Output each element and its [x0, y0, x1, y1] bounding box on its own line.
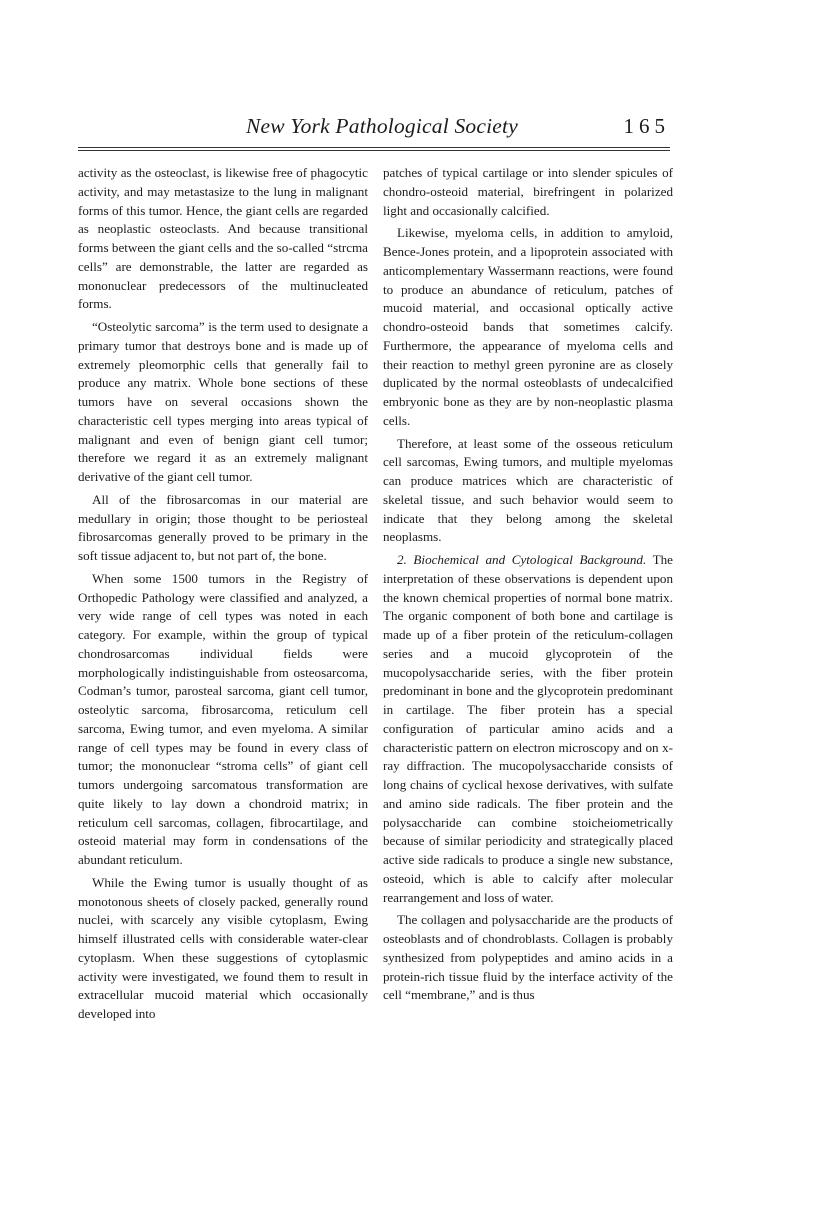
paragraph: The collagen and polysaccharide are the products of osteoblasts and of chondroblasts. Collagen is probably synthesized from polypeptides and amino acids in a protein-rich tissue fluid by the interface activity of the cell “membrane,” and is thus	[383, 912, 673, 1003]
paragraph: Therefore, at least some of the osseous reticulum cell sarcomas, Ewing tumors, and multiple myelomas can produce matrices which are characteristic of skeletal tissue, and such behavior would seem to indicate that they belong among the skeletal neoplasms.	[383, 435, 673, 545]
paragraph: All of the fibrosarcomas in our material are medullary in origin; those thought to be periosteal fibrosarcomas generally proved to be primary in the soft tissue adjacent to, but not part of, the bone.	[78, 491, 368, 563]
page-number: 165	[623, 114, 670, 138]
left-column	[78, 164, 368, 1024]
paragraph: activity as the osteoclast, is likewise free of phagocytic activity, and may metastasize to the lung in malignant forms of this tumor. Hence, the giant cells are regarded as neoplastic osteoclasts. And because transitional forms between the giant cells and the so-called “strcma cells” are demonstrable, the latter are regarded as mononuclear predecessors of the multinucleated forms.	[78, 165, 368, 312]
section-heading: 2. Biochemical and Cytological Background.	[397, 552, 647, 567]
paragraph: patches of typical cartilage or into slender spicules of chondro-osteoid material, birefringent in polarized light and occasionally calcified.	[383, 165, 673, 218]
paragraph	[383, 551, 673, 907]
journal-title: New York Pathological Society	[246, 114, 518, 138]
paragraph: Likewise, myeloma cells, in addition to amyloid, Bence-Jones protein, and a lipoprotein associated with anticomplementary Wassermann reactions, were found to produce an abundance of reticulum, patches of mucoid material, and occasional optically active chondro-osteoid bands that sometimes calcify. Furthermore, the appearance of myeloma cells and their reaction to methyl green pyronine are as closely duplicated by the normal osteoblasts of undecalcified embryonic bone as they are by non-neoplastic plasma cells.	[383, 225, 673, 428]
running-header	[78, 114, 670, 148]
right-column	[383, 164, 673, 1005]
paragraph: While the Ewing tumor is usually thought of as monotonous sheets of closely packed, generally round nuclei, with scarcely any visible cytoplasm, Ewing himself illustrated cells with considerable water-clear cytoplasm. When these suggestions of cytoplasmic activity were investigated, we found them to result in extracellular mucoid material which occasionally developed into	[78, 874, 368, 1021]
paragraph: “Osteolytic sarcoma” is the term used to designate a primary tumor that destroys bone and is made up of extremely pleomorphic cells that generally fail to produce any matrix. Whole bone sections of these tumors have on several occasions shown the characteristic cell types merging into areas typical of malignant and even of benign giant cell tumor; therefore we regard it as an extremely malignant derivative of the giant cell tumor.	[78, 319, 368, 484]
header-rule	[78, 147, 670, 151]
paragraph-body: The interpretation of these observations is dependent upon the known chemical properties of normal bone matrix. The organic component of both bone and cartilage is made up of a fiber protein of the reticulum-collagen series and a mucoid glycoprotein of the mucopolysaccharide series, with the fiber protein predominant in bone and the glycoprotein predominant in cartilage. The fiber protein has a special configuration of particular amino acids and a characteristic pattern on electron microscopy and on x-ray diffraction. The mucopolysaccharide consists of long chains of cyclical hexose derivatives, with sulfate and amino side radicals. The fiber protein and the polysaccharide can combine stoicheiometrically because of similar periodicity and strategically placed active side radicals to produce a single new substance, osteoid, which is able to calcify after molecular rearrangement and loss of water.	[383, 552, 673, 905]
paragraph: When some 1500 tumors in the Registry of Orthopedic Pathology were classified and analyzed, a very wide range of cell types was noted in each category. For example, within the group of typical chondrosarcomas individual fields were morphologically indistinguishable from osteosarcoma, Codman’s tumor, parosteal sarcoma, giant cell tumor, osteolytic sarcoma, fibrosarcoma, reticulum cell sarcoma, Ewing tumor, and even myeloma. A similar range of cell types may be found in every class of tumor; the mononuclear “stroma cells” of giant cell tumors undergoing sarcomatous transformation are quite likely to lay down a chondroid matrix; in reticulum cell sarcomas, collagen, fibrocartilage, and osteoid material may form in condensations of the abundant reticulum.	[78, 570, 368, 867]
